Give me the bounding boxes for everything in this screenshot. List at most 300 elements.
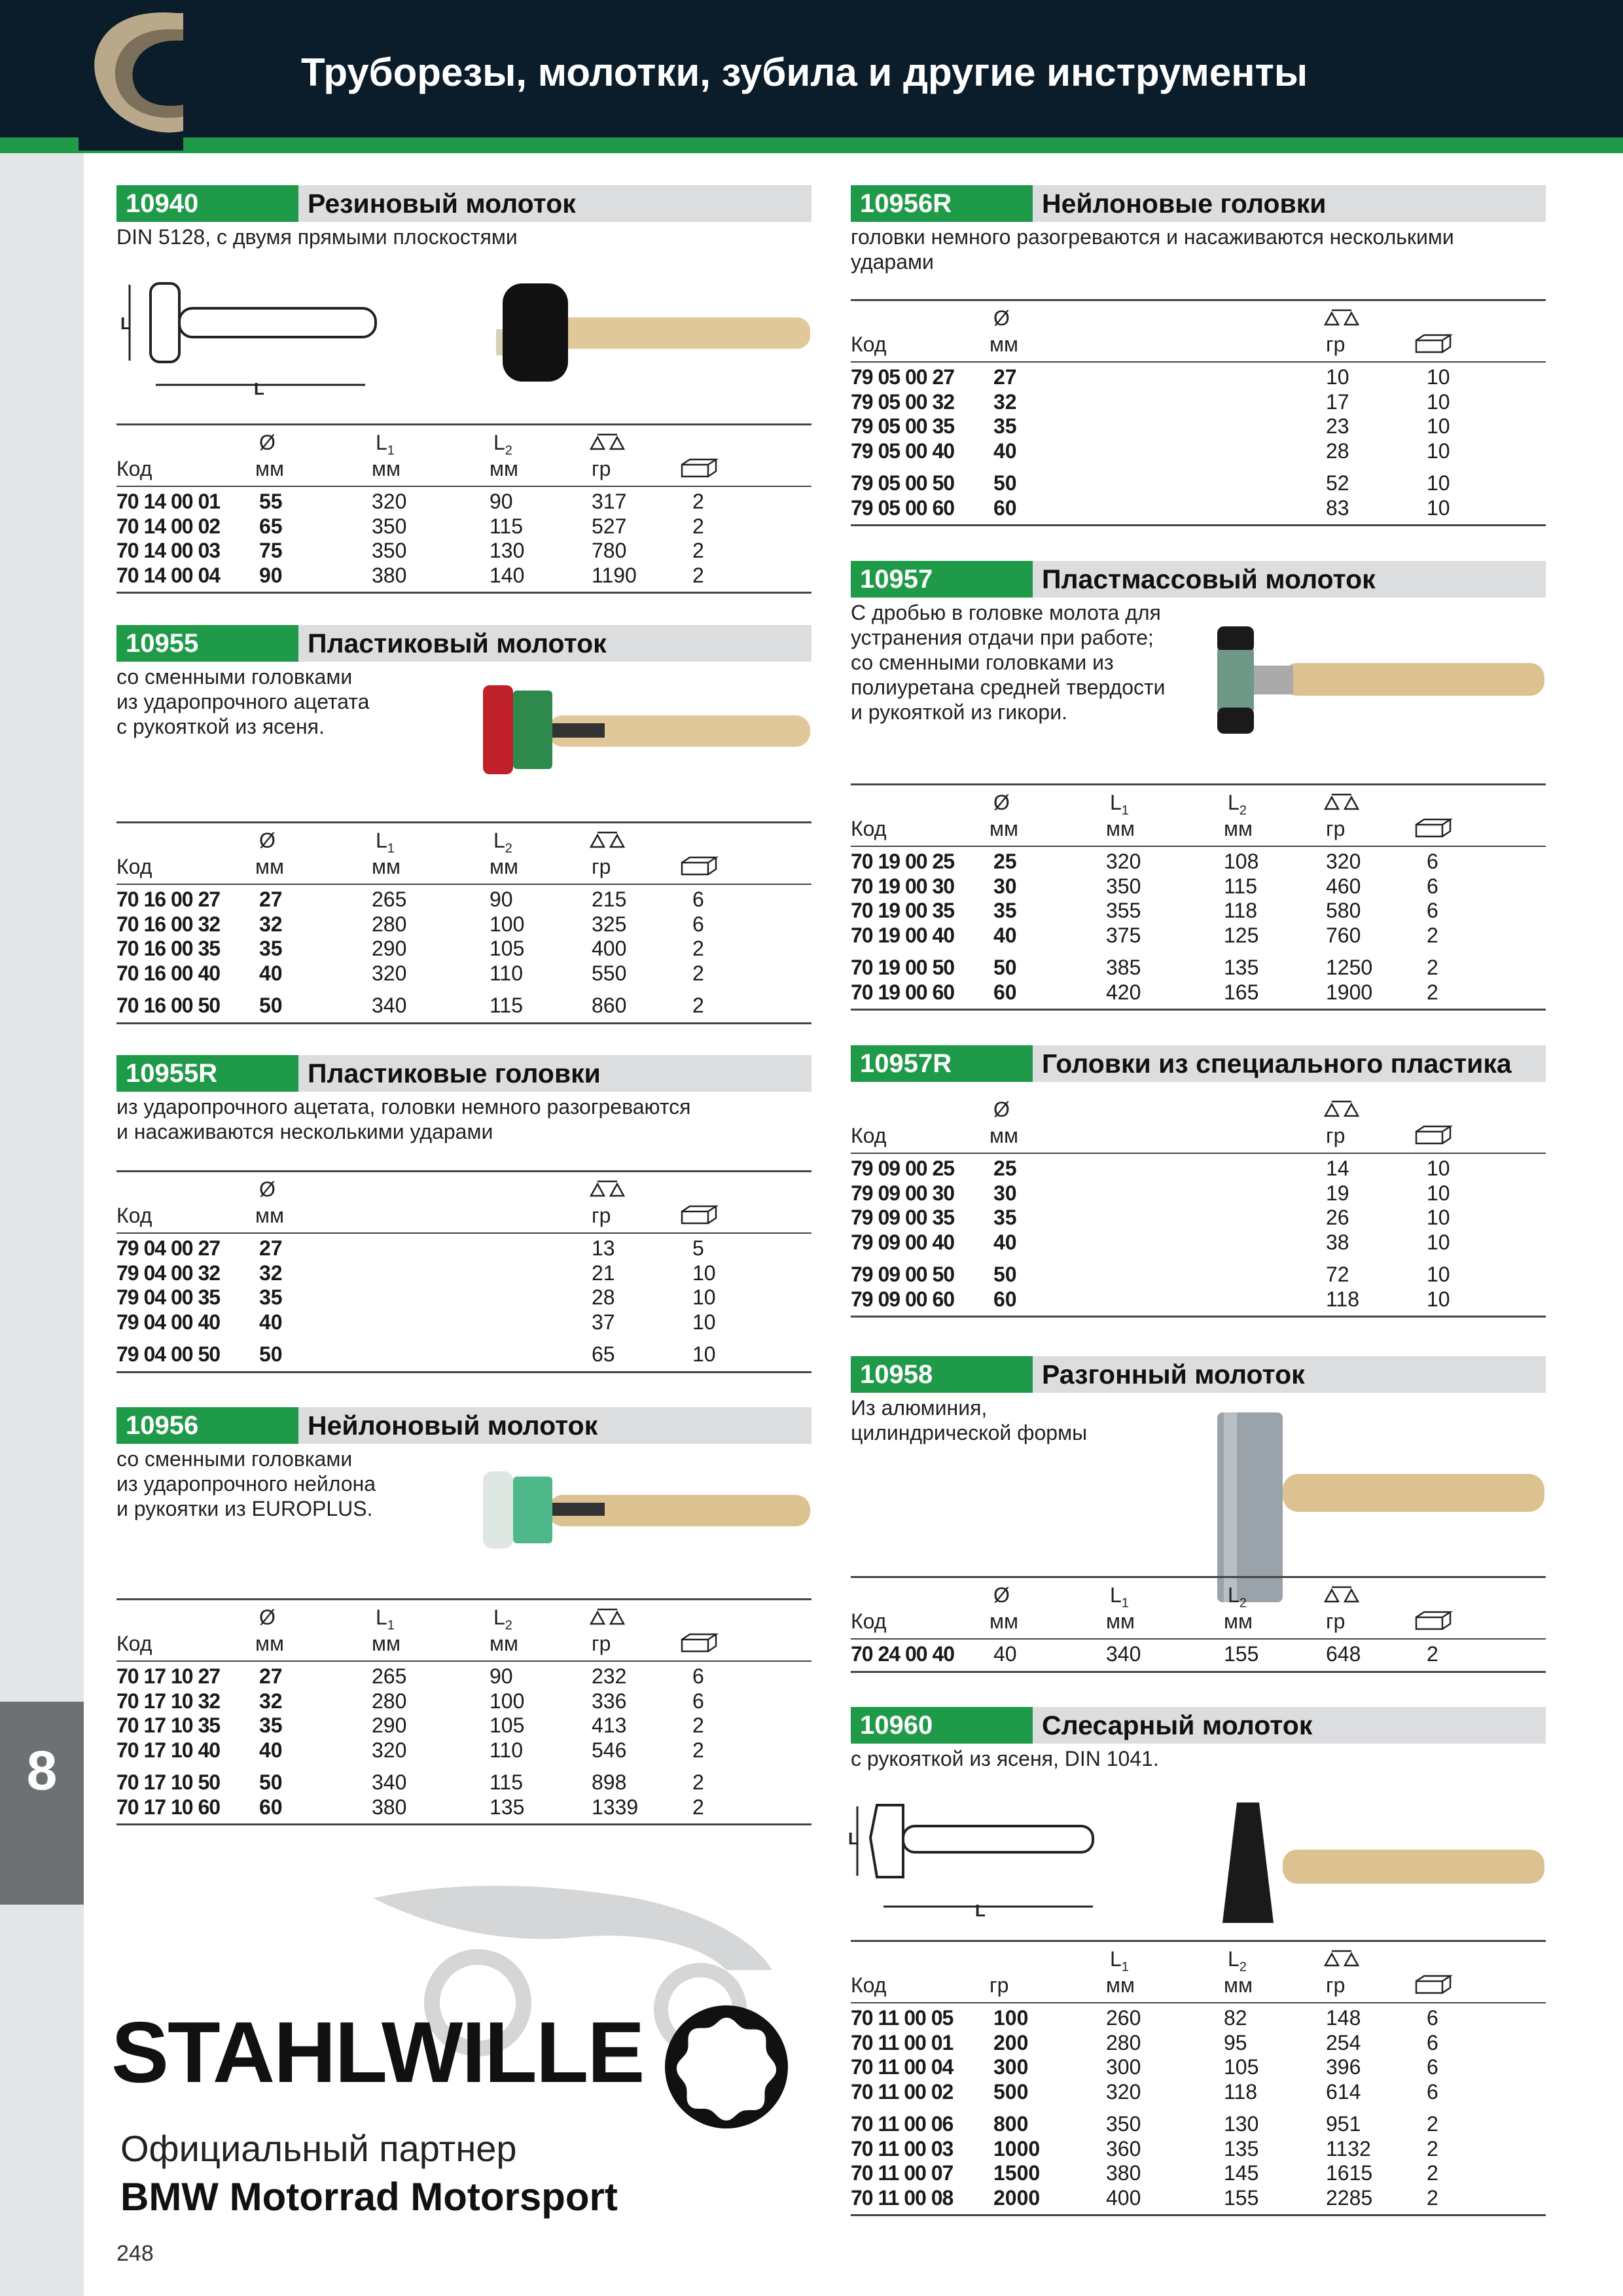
table-row (851, 439, 1546, 464)
table-cell: 83 (1326, 495, 1349, 520)
table-cell: 546 (592, 1738, 627, 1762)
table-cell: 37 (592, 1310, 615, 1334)
table-cell: 350 (372, 514, 407, 538)
table-row (116, 1689, 812, 1714)
item-code: 79 05 00 27 (851, 365, 955, 389)
chapter-tab[interactable]: 8 (0, 1702, 84, 1905)
table-row (116, 490, 812, 514)
table-cell: 10 (692, 1342, 716, 1366)
table-header (851, 1942, 1546, 2003)
table-cell: 290 (372, 1713, 407, 1737)
table-cell: 35 (259, 937, 283, 960)
item-code: 70 16 00 50 (116, 994, 221, 1017)
table-cell: 350 (372, 539, 407, 562)
table-cell: 380 (372, 563, 407, 587)
col-l2-sub: 2 (1239, 1596, 1247, 1611)
section-name: Пластиковый молоток (308, 628, 607, 658)
section-header (116, 1055, 812, 1092)
col-l1-sub: 1 (1121, 803, 1129, 818)
table-cell: 115 (1224, 874, 1258, 898)
table-cell: 25 (993, 1157, 1017, 1180)
table-cell: 28 (592, 1285, 615, 1309)
table-cell: 375 (1106, 923, 1141, 947)
section-code: 10956R (851, 185, 1033, 222)
item-code: 70 11 00 05 (851, 2006, 954, 2030)
spec-table (851, 299, 1546, 526)
table-cell: 105 (490, 1713, 525, 1737)
section-description: головки немного разогреваются и насаживаются несколькими ударами (851, 225, 1454, 274)
table-body (116, 885, 812, 1022)
table-cell: 35 (993, 414, 1017, 438)
table-body (851, 1640, 1546, 1671)
nylon-hammer-photo-icon (476, 1460, 810, 1558)
table-body (851, 363, 1546, 524)
table-cell: 360 (1106, 2136, 1141, 2161)
table-cell: 340 (372, 994, 407, 1017)
item-code: 70 19 00 30 (851, 874, 955, 898)
col-unit-mm: мм (1224, 1609, 1253, 1633)
scales-icon (1322, 1583, 1361, 1605)
spec-table (851, 1940, 1546, 2216)
table-cell: 2 (1427, 1642, 1438, 1666)
table-row (116, 1342, 812, 1367)
package-icon (1414, 1124, 1453, 1146)
table-cell: 110 (490, 961, 524, 985)
table-cell: 35 (993, 1206, 1017, 1229)
table-row (116, 1713, 812, 1738)
table-cell: 135 (1224, 956, 1259, 979)
table-cell: 6 (692, 1664, 704, 1688)
section-description: из ударопрочного ацетата, головки немного разогреваются и насаживаются несколькими ударами (116, 1095, 691, 1143)
table-header (851, 1578, 1546, 1640)
section-code: 10955 (116, 625, 298, 662)
item-code: 79 04 00 35 (116, 1285, 221, 1309)
table-cell: 10 (1427, 495, 1450, 520)
section-header (851, 1045, 1546, 1082)
table-cell: 50 (259, 1342, 283, 1366)
table-cell: 6 (1427, 850, 1438, 873)
table-body (116, 1234, 812, 1371)
table-cell: 23 (1326, 414, 1349, 438)
table-cell: 325 (592, 912, 627, 936)
diameter-icon: Ø (993, 1583, 1010, 1607)
table-row (116, 912, 812, 937)
table-cell: 320 (372, 961, 407, 985)
table-cell: 2 (692, 1795, 704, 1819)
table-cell: 2 (692, 563, 704, 587)
package-icon (679, 1632, 719, 1654)
table-cell: 35 (259, 1285, 283, 1309)
table-cell: 290 (372, 937, 407, 960)
item-code: 79 04 00 40 (116, 1310, 221, 1334)
table-cell: 320 (1106, 850, 1141, 873)
col-l2-label: L (493, 1605, 505, 1629)
col-l1-label: L (1110, 1947, 1122, 1971)
item-code: 79 05 00 40 (851, 439, 955, 463)
table-cell: 10 (1427, 1287, 1450, 1311)
section-10958 (851, 1356, 1546, 1683)
table-cell: 280 (372, 1689, 407, 1713)
table-cell: 40 (993, 1642, 1017, 1666)
table-cell: 6 (1427, 2055, 1438, 2079)
item-code: 70 19 00 25 (851, 850, 955, 873)
table-cell: 55 (259, 490, 283, 513)
table-cell: 60 (993, 495, 1017, 520)
item-code: 70 17 10 50 (116, 1770, 221, 1794)
section-description: С дробью в головке молота для устранения отдачи при работе; со сменными головками из полиуретана средней твердости и рукояткой из гикори. (851, 601, 1166, 724)
table-row (851, 390, 1546, 415)
table-header (851, 301, 1546, 363)
col-unit-gr: гр (1326, 1124, 1346, 1147)
table-row (851, 1642, 1546, 1667)
table-cell: 100 (490, 912, 525, 936)
table-cell: 1250 (1326, 956, 1373, 979)
table-cell: 6 (692, 912, 704, 936)
table-cell: 5 (692, 1236, 704, 1260)
scales-icon (1322, 1098, 1361, 1120)
header-accent-bar (0, 137, 1623, 153)
table-row (116, 1236, 812, 1261)
col-l1-sub: 1 (387, 841, 395, 856)
table-cell: 6 (1427, 2006, 1438, 2030)
table-cell: 35 (993, 899, 1017, 922)
svg-text:L: L (848, 1829, 859, 1848)
table-row (116, 1664, 812, 1689)
table-cell: 130 (490, 539, 525, 562)
aluminium-hammer-photo-icon (1211, 1408, 1544, 1605)
col-unit-mm: мм (372, 1632, 401, 1655)
col-unit-mm: мм (372, 457, 401, 480)
table-cell: 6 (1427, 2030, 1438, 2054)
side-strip (0, 153, 84, 2296)
table-cell: 25 (993, 850, 1017, 873)
table-cell: 2 (692, 490, 704, 513)
section-code: 10957 (851, 561, 1033, 598)
item-code: 70 16 00 40 (116, 961, 221, 985)
col-unit-mm: мм (1106, 817, 1135, 840)
table-row (851, 956, 1546, 980)
col-l1-label: L (376, 829, 387, 852)
table-row (851, 1287, 1546, 1312)
item-code: 70 11 00 07 (851, 2161, 954, 2185)
table-cell: 118 (1326, 1287, 1360, 1311)
item-code: 70 19 00 35 (851, 899, 955, 922)
col-unit-gr: гр (990, 1973, 1009, 1997)
section-name: Головки из специального пластика (1042, 1049, 1512, 1079)
item-code: 70 16 00 27 (116, 888, 221, 911)
table-cell: 320 (1106, 2079, 1141, 2104)
diameter-icon: Ø (993, 791, 1010, 814)
col-unit-mm: мм (1106, 1973, 1135, 1997)
section-10957 (851, 561, 1546, 1019)
section-description: с рукояткой из ясеня, DIN 1041. (851, 1747, 1159, 1770)
table-cell: 110 (490, 1738, 524, 1762)
section-code: 10957R (851, 1045, 1033, 1082)
diameter-icon: Ø (259, 1177, 276, 1201)
section-10956R (851, 185, 1546, 539)
col-unit-mm: мм (1106, 1609, 1135, 1633)
col-code-label: Код (116, 1204, 152, 1227)
section-10955 (116, 625, 812, 1031)
table-cell: 6 (1427, 899, 1438, 922)
table-cell: 30 (993, 874, 1017, 898)
table-row (851, 874, 1546, 899)
table-cell: 10 (1427, 1230, 1450, 1254)
table-cell: 26 (1326, 1206, 1349, 1229)
table-cell: 1615 (1326, 2161, 1373, 2185)
table-cell: 10 (692, 1261, 716, 1285)
table-cell: 145 (1224, 2161, 1259, 2185)
table-cell: 232 (592, 1664, 627, 1688)
table-cell: 340 (372, 1770, 407, 1794)
item-code: 70 14 00 01 (116, 490, 221, 513)
col-unit-gr: гр (592, 1632, 611, 1655)
table-cell: 32 (259, 1689, 283, 1713)
item-code: 79 09 00 30 (851, 1181, 955, 1205)
col-l1-sub: 1 (387, 1618, 395, 1633)
table-cell: 32 (259, 1261, 283, 1285)
table-cell: 10 (1427, 414, 1450, 438)
section-10960 (848, 1707, 1546, 2217)
table-cell: 10 (1427, 1263, 1450, 1286)
col-unit-gr: гр (1326, 817, 1346, 840)
col-l2-sub: 2 (1239, 803, 1247, 818)
table-cell: 350 (1106, 874, 1141, 898)
col-l2-sub: 2 (505, 1618, 512, 1633)
table-cell: 125 (1224, 923, 1259, 947)
diameter-icon: Ø (259, 1605, 276, 1629)
table-row (851, 1263, 1546, 1287)
table-cell: 317 (592, 490, 627, 513)
fitter-hammer-photo-icon (1211, 1799, 1544, 1929)
diameter-icon: Ø (993, 1098, 1010, 1121)
table-cell: 2 (692, 1738, 704, 1762)
page-number: 248 (116, 2241, 154, 2266)
spec-table (851, 1576, 1546, 1673)
item-code: 79 09 00 35 (851, 1206, 955, 1229)
section-name: Резиновый молоток (308, 188, 576, 219)
table-row (851, 980, 1546, 1005)
table-row (851, 471, 1546, 496)
scales-icon (588, 829, 627, 851)
section-header (851, 1707, 1546, 1744)
table-cell: 19 (1326, 1181, 1349, 1205)
col-unit-gr: гр (592, 457, 611, 480)
section-header (116, 185, 812, 222)
table-cell: 2 (1427, 2136, 1438, 2161)
table-cell: 1339 (592, 1795, 639, 1819)
col-code-label: Код (851, 1609, 887, 1633)
package-icon (679, 457, 719, 479)
table-cell: 50 (993, 956, 1017, 979)
table-cell: 2 (1427, 923, 1438, 947)
table-body (116, 487, 812, 592)
table-cell: 1132 (1326, 2136, 1371, 2161)
table-cell: 38 (1326, 1230, 1349, 1254)
col-unit-gr: гр (1326, 1973, 1346, 1997)
item-code: 70 17 10 35 (116, 1713, 221, 1737)
table-cell: 95 (1224, 2030, 1247, 2054)
spec-table (116, 821, 812, 1024)
table-row (851, 2031, 1546, 2056)
spec-table (851, 1092, 1546, 1318)
table-cell: 300 (993, 2055, 1029, 2079)
table-cell: 280 (1106, 2030, 1141, 2054)
col-unit-mm: мм (372, 855, 401, 878)
item-code: 70 19 00 40 (851, 923, 955, 947)
section-10955R (116, 1055, 812, 1382)
table-header (116, 1172, 812, 1234)
table-cell: 1500 (993, 2161, 1041, 2185)
table-cell: 10 (1427, 439, 1450, 463)
package-icon (1414, 817, 1453, 839)
item-code: 79 05 00 50 (851, 471, 955, 495)
section-description: DIN 5128, с двумя прямыми плоскостями (116, 225, 518, 249)
item-code: 79 04 00 27 (116, 1236, 221, 1260)
col-code-label: Код (116, 457, 152, 480)
svg-text:L: L (975, 1901, 986, 1920)
col-l1-sub: 1 (1121, 1960, 1129, 1975)
table-cell: 10 (1427, 365, 1450, 389)
table-cell: 27 (259, 1664, 283, 1688)
item-code: 79 09 00 60 (851, 1287, 955, 1311)
table-cell: 2 (692, 514, 704, 538)
item-code: 79 09 00 40 (851, 1230, 955, 1254)
section-name: Нейлоновый молоток (308, 1410, 598, 1441)
item-code: 79 05 00 60 (851, 495, 955, 520)
table-cell: 155 (1224, 2185, 1259, 2210)
col-unit-mm: мм (255, 1204, 284, 1227)
table-cell: 265 (372, 1664, 407, 1688)
table-cell: 65 (592, 1342, 615, 1366)
table-row (851, 2055, 1546, 2080)
table-cell: 413 (592, 1713, 627, 1737)
table-row (116, 961, 812, 986)
package-icon (1414, 1973, 1453, 1996)
item-code: 70 17 10 40 (116, 1738, 221, 1762)
table-cell: 155 (1224, 1642, 1259, 1666)
table-cell: 17 (1326, 389, 1349, 414)
table-cell: 2 (692, 1770, 704, 1794)
item-code: 70 17 10 60 (116, 1795, 221, 1819)
item-code: 70 11 00 02 (851, 2079, 954, 2104)
table-cell: 40 (259, 1310, 283, 1334)
table-cell: 2 (692, 539, 704, 562)
col-unit-gr: гр (592, 1204, 611, 1227)
table-cell: 148 (1326, 2006, 1361, 2030)
item-code: 70 19 00 60 (851, 980, 955, 1004)
table-cell: 50 (993, 471, 1017, 495)
table-row (116, 564, 812, 588)
col-l2-label: L (493, 829, 505, 852)
table-cell: 60 (993, 980, 1017, 1004)
spec-table (116, 423, 812, 594)
table-cell: 800 (993, 2112, 1029, 2136)
table-cell: 550 (592, 961, 627, 985)
col-unit-gr: гр (1326, 332, 1346, 356)
table-cell: 105 (490, 937, 525, 960)
table-cell: 50 (259, 1770, 283, 1794)
partner-line: Официальный партнер (120, 2128, 517, 2169)
table-row (851, 2137, 1546, 2162)
scales-icon (588, 1177, 627, 1200)
table-header (116, 425, 812, 487)
section-code: 10955R (116, 1055, 298, 1092)
table-row (851, 924, 1546, 948)
table-cell: 780 (592, 539, 627, 562)
table-row (851, 1181, 1546, 1206)
table-cell: 118 (1224, 899, 1258, 922)
col-unit-mm: мм (255, 457, 284, 480)
table-cell: 90 (490, 1664, 513, 1688)
col-unit-mm: мм (990, 1609, 1018, 1633)
table-cell: 260 (1106, 2006, 1141, 2030)
table-row (851, 365, 1546, 390)
table-cell: 140 (490, 563, 525, 587)
table-cell: 2 (692, 1713, 704, 1737)
col-code-label: Код (116, 1632, 152, 1655)
section-10957R (851, 1045, 1546, 1346)
table-cell: 300 (1106, 2055, 1141, 2079)
section-code: 10940 (116, 185, 298, 222)
table-cell: 90 (490, 888, 513, 911)
table-cell: 40 (993, 1230, 1017, 1254)
table-cell: 27 (993, 365, 1017, 389)
table-cell: 100 (993, 2006, 1029, 2030)
table-cell: 75 (259, 539, 283, 562)
table-cell: 115 (490, 1770, 524, 1794)
item-code: 70 11 00 06 (851, 2112, 954, 2136)
col-unit-mm: мм (990, 332, 1018, 356)
table-cell: 21 (592, 1261, 615, 1285)
table-cell: 951 (1326, 2112, 1361, 2136)
table-row (851, 2161, 1546, 2186)
scales-icon (1322, 306, 1361, 329)
table-cell: 396 (1326, 2055, 1361, 2079)
table-cell: 350 (1106, 2112, 1141, 2136)
col-code-label: Код (851, 1124, 887, 1147)
table-cell: 40 (259, 1738, 283, 1762)
table-row (851, 1206, 1546, 1230)
table-row (116, 1285, 812, 1310)
section-description: со сменными головками из ударопрочного нейлона и рукоятки из EUROPLUS. (116, 1447, 376, 1520)
table-row (116, 539, 812, 564)
item-code: 70 16 00 32 (116, 912, 221, 936)
table-cell: 500 (993, 2079, 1029, 2104)
table-cell: 32 (993, 389, 1017, 414)
table-cell: 108 (1224, 850, 1259, 873)
item-code: 70 16 00 35 (116, 937, 221, 960)
table-cell: 50 (259, 994, 283, 1017)
item-code: 79 09 00 50 (851, 1263, 955, 1286)
col-unit-mm: мм (255, 855, 284, 878)
col-l2-label: L (493, 431, 505, 454)
table-cell: 30 (993, 1181, 1017, 1205)
table-cell: 2285 (1326, 2185, 1373, 2210)
spec-table (116, 1598, 812, 1825)
section-name: Разгонный молоток (1042, 1359, 1305, 1390)
table-cell: 27 (259, 888, 283, 911)
col-l1-sub: 1 (387, 443, 395, 458)
scales-icon (588, 1605, 627, 1628)
package-icon (679, 855, 719, 877)
table-cell: 1900 (1326, 980, 1373, 1004)
item-code: 79 05 00 32 (851, 389, 955, 414)
table-body (851, 1154, 1546, 1316)
section-name: Пластиковые головки (308, 1058, 601, 1088)
item-code: 79 04 00 50 (116, 1342, 221, 1366)
item-code: 79 05 00 35 (851, 414, 955, 438)
